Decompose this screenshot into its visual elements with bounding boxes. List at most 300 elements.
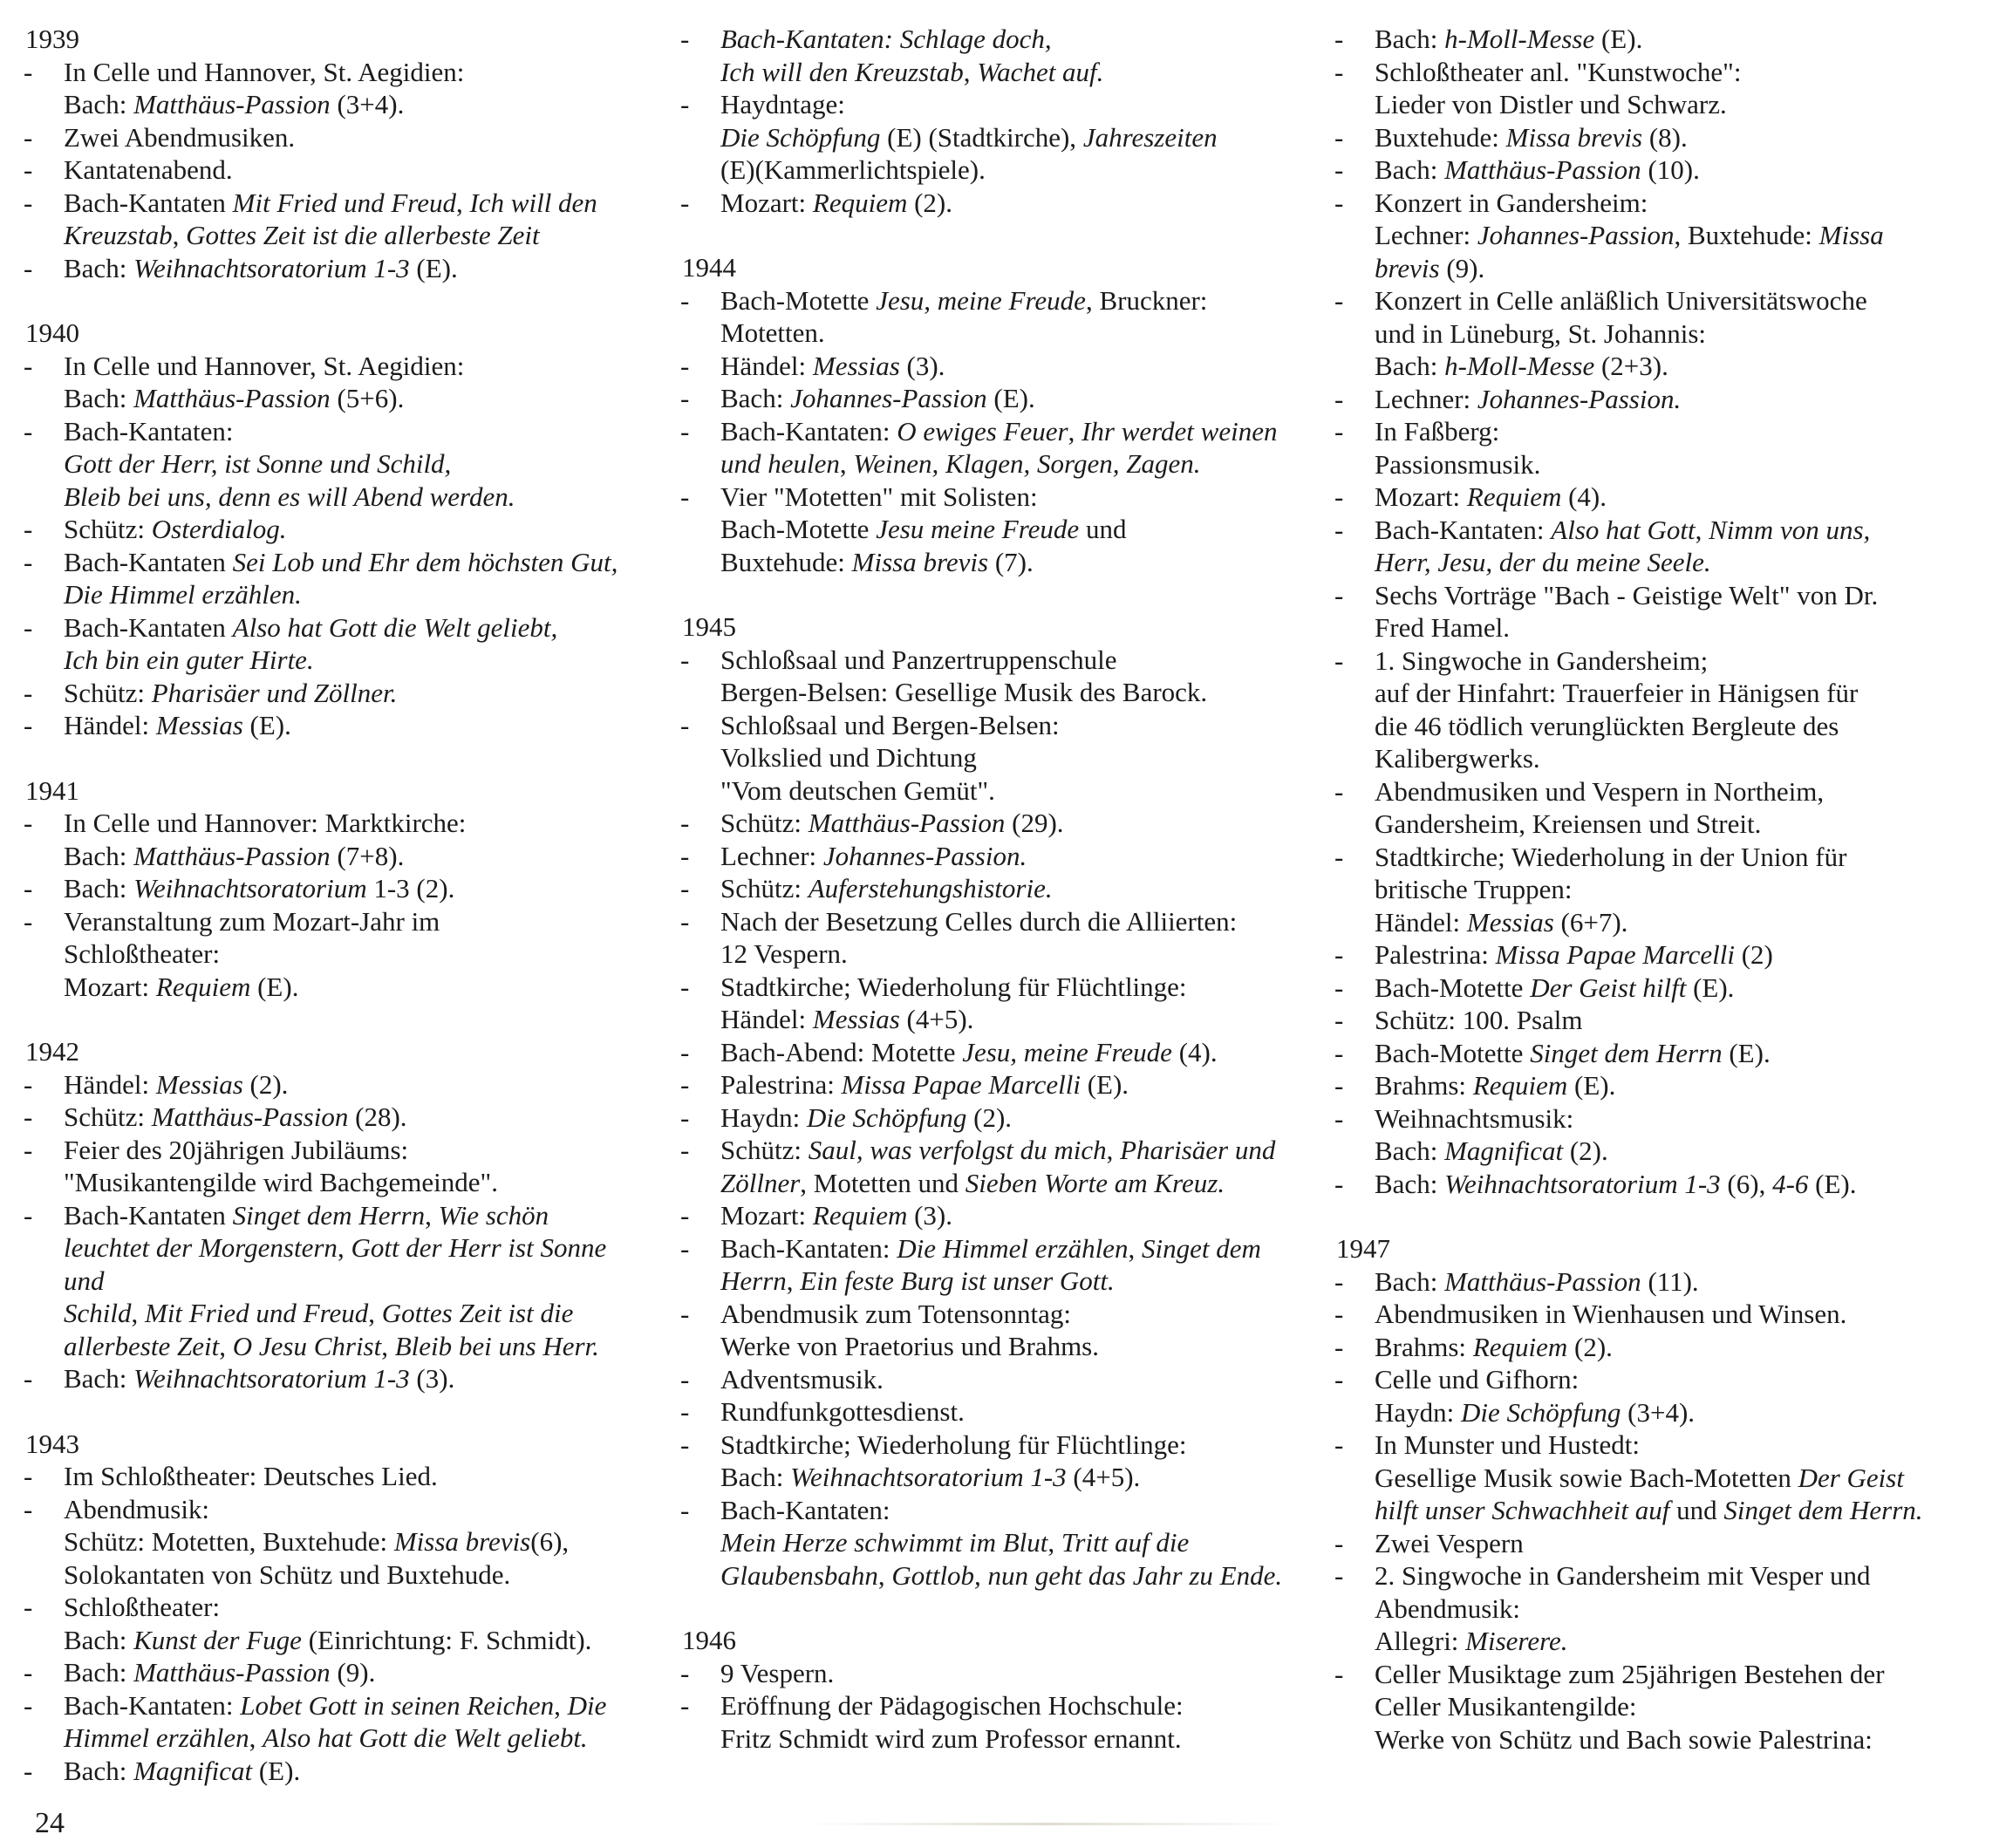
entry-text: (3+4). <box>1620 1396 1696 1428</box>
entry-text: (29). <box>1005 808 1064 838</box>
work-title: Gott der Herr ist Sonne und <box>64 1232 607 1296</box>
entry-text: britische Truppen: <box>1375 874 1573 904</box>
entry-text: Händel: <box>1375 906 1467 938</box>
entry-text: Feier des 20jährigen Jubiläums: <box>64 1134 409 1165</box>
entry-text: Vier "Motetten" mit Solisten: <box>720 481 1038 512</box>
chronicle-entry <box>1334 1298 1962 1331</box>
entry-text: In Celle und Hannover, St. Aegidien: <box>64 56 465 87</box>
chronicle-entry <box>680 905 1308 971</box>
work-title: und heulen <box>720 448 840 479</box>
entry-text: Lechner: <box>1375 220 1477 250</box>
entry-text: Brahms: <box>1375 1070 1473 1101</box>
entry-text: Abendmusik: <box>1375 1592 1521 1624</box>
entry-text: (E). <box>1567 1070 1616 1101</box>
work-title: Ich will den Kreuzstab <box>720 56 964 87</box>
entry-text: Lieder von Distler und Schwarz. <box>1375 89 1727 119</box>
entry-text: , <box>172 220 187 250</box>
entry-text: , Buxtehude: <box>1674 220 1819 250</box>
entry-text: Passionsmusik. <box>1375 448 1541 480</box>
entry-text: Bach: <box>64 89 134 119</box>
chronicle-entry <box>24 1689 625 1755</box>
entry-text: (6), <box>530 1526 570 1557</box>
entry-text: (E)(Kammerlichtspiele). <box>720 154 986 185</box>
chronicle-entry <box>24 872 625 905</box>
work-title: Also hat Gott <box>1551 514 1696 545</box>
entry-text: , <box>554 1689 568 1721</box>
entry-text: Motetten. <box>720 317 825 348</box>
chronicle-entry <box>680 1134 1308 1199</box>
work-title: allerbeste Zeit <box>64 1330 220 1361</box>
year-heading: 1943 <box>25 1428 79 1459</box>
work-title: Mit Fried und Freud <box>145 1298 369 1328</box>
work-title: Weihnachtsoratorium 1-3 <box>790 1462 1067 1492</box>
entry-text: (E). <box>986 383 1035 413</box>
entry-text: In Celle und Hannover, St. Aegidien: <box>64 350 465 381</box>
entry-text: Buxtehude: <box>720 546 852 577</box>
work-title: Singet dem <box>1141 1232 1261 1264</box>
entry-text: Bach-Kantaten: <box>64 415 234 447</box>
entry-text: Händel: <box>720 1004 813 1034</box>
chronicle-entry <box>1334 415 1962 481</box>
entry-text: Haydntage: <box>720 89 845 119</box>
entry-text: , <box>368 1298 382 1328</box>
entry-text: (E). <box>1594 24 1643 54</box>
entry-text: Werke von Praetorius und Brahms. <box>720 1331 1099 1361</box>
scan-artifact-line <box>802 1823 1291 1825</box>
entry-text: (E). <box>1080 1069 1129 1100</box>
entry-text: Bach-Kantaten: <box>720 1232 897 1264</box>
entry-text: Schloßtheater: <box>64 1592 221 1622</box>
entry-text: Celler Musikantengilde: <box>1375 1691 1637 1722</box>
work-title: Miserere. <box>1465 1626 1568 1656</box>
chronicle-entry <box>24 1656 625 1689</box>
entry-text: Volkslied und Dichtung <box>720 742 977 773</box>
chronicle-entry <box>680 1101 1308 1135</box>
entry-text: und <box>1669 1495 1724 1525</box>
entry-text: (2). <box>242 1068 289 1100</box>
entry-text: Bach: <box>720 1462 791 1492</box>
entry-text: (4+5). <box>899 1004 974 1034</box>
work-title: Requiem <box>155 971 251 1002</box>
chronicle-entry <box>24 905 625 1004</box>
work-title: Requiem <box>812 187 908 218</box>
work-title: Jesu meine Freude <box>876 514 1080 544</box>
entry-text: In Munster und Hustedt: <box>1375 1429 1640 1460</box>
entry-text: , <box>219 1330 233 1361</box>
chronicle-entry <box>24 187 625 252</box>
year-block <box>24 317 625 742</box>
entry-text: (9). <box>1439 252 1485 283</box>
entry-text: (28). <box>348 1101 407 1132</box>
work-title: Sei Lob und Ehr dem höchsten Gut, <box>232 546 618 577</box>
work-title: Schlage doch, <box>899 24 1052 54</box>
chronicle-entry <box>1334 1265 1962 1299</box>
entry-text: Schütz: <box>720 808 809 838</box>
entry-text: und <box>1079 514 1127 544</box>
work-title: Messias <box>812 1004 900 1034</box>
entry-list <box>24 1460 625 1787</box>
work-title: Bach-Kantaten: <box>720 24 900 54</box>
entry-text: Bergen-Belsen: Gesellige Musik des Barock. <box>720 677 1208 707</box>
work-title: Johannes-Passion. <box>822 840 1027 871</box>
work-title: Ich will den <box>469 187 597 218</box>
work-title: Weihnachtsoratorium 1-3 <box>1444 1168 1721 1199</box>
entry-text: Bach: <box>720 383 791 413</box>
entry-text: Schütz: <box>64 514 152 544</box>
entry-text: Händel: <box>64 710 156 740</box>
work-title: Matthäus-Passion <box>1444 1265 1641 1297</box>
entry-text: Bach: <box>64 1624 134 1655</box>
entry-list <box>24 807 625 1003</box>
entry-text: Bach: <box>64 1755 134 1786</box>
entry-text: , <box>455 187 470 218</box>
work-title: Bleib bei uns, denn es will Abend werden. <box>64 481 515 512</box>
entry-text: (E). <box>1808 1168 1857 1199</box>
chronicle-entry <box>680 872 1308 905</box>
work-title: Weihnachtsoratorium <box>133 873 367 904</box>
entry-text: , <box>337 1232 351 1263</box>
entry-text: Abendmusiken in Wienhausen und Winsen. <box>1375 1299 1847 1329</box>
entry-text: Händel: <box>720 350 813 381</box>
work-title: Jesu, meine Freude <box>962 1036 1172 1067</box>
chronicle-entry <box>680 481 1308 579</box>
work-title: Der Geist hilft <box>1530 972 1687 1003</box>
work-title: Gottes Zeit ist die <box>381 1298 574 1328</box>
work-title: Ihr werdet weinen <box>1081 415 1278 447</box>
chronicle-entry <box>680 1363 1308 1396</box>
entry-text: Solokantaten von Schütz und Buxtehude. <box>64 1558 511 1590</box>
chronicle-entry <box>1334 1429 1962 1527</box>
entry-text: Bach-Kantaten: <box>720 1494 890 1525</box>
chronicle-entry <box>1334 481 1962 514</box>
work-title: Johannes-Passion. <box>1477 383 1682 414</box>
chronicle-entry <box>1334 23 1962 56</box>
year-heading: 1944 <box>682 252 736 283</box>
chronicle-entry <box>1334 383 1962 416</box>
chronicle-entry <box>24 153 625 187</box>
chronicle-entry <box>1334 1527 1962 1560</box>
entry-text: Bach-Kantaten: <box>1375 514 1552 545</box>
work-title: Singet dem Herrn. <box>1723 1495 1923 1525</box>
chronicle-entry <box>680 807 1308 840</box>
entry-text: Stadtkirche; Wiederholung in der Union für <box>1375 841 1847 872</box>
chronicle-entry <box>1334 938 1962 972</box>
entry-text: "Musikantengilde wird Bachgemeinde". <box>64 1167 498 1197</box>
chronicle-entry <box>1334 121 1962 154</box>
chronicle-entry <box>24 1199 625 1363</box>
entry-text: (7+8). <box>330 840 405 871</box>
entry-list <box>680 1657 1308 1756</box>
entry-text: Bach-Motette <box>720 284 877 316</box>
entry-text: Bach: <box>1375 24 1445 54</box>
entry-text: Kantatenabend. <box>64 154 233 185</box>
entry-text: Haydn: <box>720 1101 808 1133</box>
entry-text: (2). <box>1563 1135 1608 1166</box>
work-title: Matthäus-Passion <box>133 1657 331 1688</box>
chronicle-entry <box>1334 579 1962 644</box>
entry-list <box>24 350 625 742</box>
work-title: Gott der Herr, ist Sonne und Schild, <box>64 448 452 479</box>
entry-text: (E). <box>250 971 299 1002</box>
work-title: Die Schöpfung <box>807 1101 967 1133</box>
entry-text: , <box>131 1298 145 1328</box>
work-title: Missa Papae Marcelli <box>1495 939 1735 970</box>
entry-text: (5+6). <box>330 383 405 413</box>
entry-text: Gesellige Musik sowie Bach-Motetten <box>1375 1462 1798 1493</box>
entry-text: Brahms: <box>1375 1331 1473 1362</box>
chronicle-entry <box>24 1134 625 1199</box>
entry-text: (3). <box>409 1363 455 1394</box>
work-title: Der Geist <box>1798 1462 1904 1493</box>
work-title: Gottes Zeit ist die allerbeste Zeit <box>186 220 540 250</box>
chronicle-entry <box>680 350 1308 383</box>
chronicle-entry <box>680 1298 1308 1363</box>
entry-text: Fred Hamel. <box>1375 612 1510 643</box>
entry-text: , <box>877 1559 892 1591</box>
chronicle-entry <box>680 644 1308 709</box>
work-title: Ein feste Burg ist unser Gott. <box>800 1265 1115 1296</box>
chronicle-entry <box>24 677 625 710</box>
entry-text: , <box>425 1199 439 1231</box>
work-title: Matthäus-Passion <box>151 1101 349 1132</box>
entry-text: (E). <box>242 710 291 740</box>
entry-text: Händel: <box>64 1068 156 1100</box>
chronicle-entry <box>1334 1069 1962 1102</box>
chronicle-entry <box>24 121 625 154</box>
work-title: Saul, was verfolgst du mich <box>808 1135 1107 1165</box>
entry-text: Schütz: <box>64 677 152 708</box>
chronicle-entry <box>1334 841 1962 939</box>
work-title: Gottlob, nun geht das Jahr zu Ende. <box>891 1559 1283 1591</box>
year-block <box>1334 1232 1962 1756</box>
entry-text: Haydn: <box>1375 1396 1462 1428</box>
work-title: Also hat Gott die Welt geliebt, <box>232 611 558 643</box>
entry-text: Schütz: <box>720 873 809 904</box>
work-title: Singet dem Herrn <box>1530 1037 1723 1068</box>
work-title: Pharisäer und Zöllner. <box>151 677 398 708</box>
entry-text: (2). <box>1567 1331 1613 1362</box>
work-title: Die Himmel erzählen <box>897 1232 1129 1264</box>
chronicle-column-1 <box>24 23 625 1819</box>
chronicle-entry <box>680 1395 1308 1429</box>
entry-text: (E). <box>409 252 458 283</box>
entry-list <box>1334 1265 1962 1756</box>
entry-text: die 46 tödlich verunglückten Bergleute des <box>1375 710 1839 741</box>
chronicle-entry <box>680 1232 1308 1298</box>
entry-text: (6+7). <box>1553 906 1628 938</box>
entry-text: Palestrina: <box>1375 939 1496 970</box>
entry-text: Lechner: <box>720 840 823 871</box>
entry-text: Schloßsaal und Panzertruppenschule <box>720 644 1117 675</box>
entry-text: , <box>1047 1527 1061 1558</box>
entry-list <box>1334 23 1962 1200</box>
entry-text: Bach: <box>1375 351 1445 381</box>
entry-text: Bach-Kantaten <box>64 546 233 577</box>
work-title: hilft unser Schwachheit auf <box>1375 1495 1670 1525</box>
entry-text: , <box>1068 415 1082 447</box>
entry-text: (E). <box>1722 1037 1771 1068</box>
work-title: O ewiges Feuer <box>897 415 1068 447</box>
entry-text: Zwei Vespern <box>1375 1527 1524 1558</box>
entry-text: Bach-Kantaten <box>64 187 233 218</box>
work-title: Requiem <box>1466 481 1562 512</box>
chronicle-entry <box>1334 1004 1962 1037</box>
entry-text: Schloßsaal und Bergen-Belsen: <box>720 709 1060 740</box>
work-title: Missa <box>1818 220 1884 250</box>
year-block <box>24 774 625 1004</box>
year-block <box>680 1624 1308 1755</box>
entry-text: Schütz: 100. Psalm <box>1375 1005 1583 1035</box>
chronicle-entry <box>1334 1331 1962 1364</box>
work-title: Die Schöpfung <box>720 121 881 153</box>
chronicle-entry <box>1334 514 1962 579</box>
chronicle-entry <box>680 1657 1308 1690</box>
entry-text: "Vom deutschen Gemüt". <box>720 774 995 806</box>
work-title: Matthäus-Passion <box>133 89 331 119</box>
work-title: Jahreszeiten <box>1082 121 1218 153</box>
entry-text: (Einrichtung: F. Schmidt). <box>301 1624 592 1655</box>
chronicle-entry <box>1334 1658 1962 1756</box>
year-heading: 1946 <box>682 1625 736 1655</box>
chronicle-entry <box>24 1068 625 1101</box>
chronicle-entry <box>680 1068 1308 1101</box>
entry-text: Nach der Besetzung Celles durch die Alliierten: <box>720 905 1238 937</box>
year-heading: 1941 <box>25 774 79 806</box>
work-title: Mein Herze schwimmt im Blut <box>720 1527 1048 1558</box>
entry-text: Sechs Vorträge "Bach - Geistige Welt" von Dr. <box>1375 579 1879 610</box>
entry-text: Schloßtheater anl. "Kunstwoche": <box>1375 56 1742 87</box>
entry-text: Lechner: <box>1375 383 1477 414</box>
chronicle-entry <box>1334 775 1962 841</box>
entry-text: , <box>381 1330 395 1361</box>
work-title: Requiem <box>1472 1331 1568 1362</box>
entry-list <box>680 23 1308 219</box>
entry-text: , <box>1106 1135 1121 1165</box>
work-title: Messias <box>155 710 243 740</box>
entry-text: Bach: <box>64 252 134 283</box>
chronicle-entry <box>24 56 625 121</box>
chronicle-entry <box>24 709 625 742</box>
entry-text: Schütz: Motetten, Buxtehude: <box>64 1526 394 1557</box>
chronicle-entry <box>24 611 625 677</box>
chronicle-entry <box>1334 644 1962 775</box>
entry-text: Bach: <box>64 873 134 904</box>
chronicle-column-2 <box>680 23 1308 1787</box>
entry-text: Stadtkirche; Wiederholung für Flüchtlinge: <box>720 1429 1187 1460</box>
chronicle-entry <box>1334 1363 1962 1429</box>
entry-text: Bach-Kantaten <box>64 611 233 643</box>
entry-text: Weihnachtsmusik: <box>1375 1102 1574 1134</box>
entry-text: , <box>1128 1232 1142 1264</box>
entry-text: Schütz: <box>720 1135 809 1165</box>
page-number: 24 <box>35 1807 65 1839</box>
entry-text: (4). <box>1171 1036 1218 1067</box>
entry-text: In Faßberg: <box>1375 416 1500 447</box>
work-title: Sieben Worte am Kreuz. <box>965 1167 1225 1198</box>
entry-text: (2) <box>1734 939 1773 970</box>
work-title: Zöllner <box>720 1167 801 1198</box>
entry-text: 12 Vespern. <box>720 938 848 969</box>
chronicle-entry <box>680 1036 1308 1069</box>
chronicle-entry <box>24 1591 625 1656</box>
work-title: h-Moll-Messe <box>1444 351 1595 381</box>
work-title: Missa brevis <box>851 546 989 577</box>
chronicle-entry <box>24 1460 625 1493</box>
chronicle-entry <box>1334 1102 1962 1168</box>
work-title: h-Moll-Messe <box>1444 24 1595 54</box>
entry-text: (2+3). <box>1594 351 1668 381</box>
entry-text: Bach: <box>1375 1135 1445 1166</box>
work-title: Matthäus-Passion <box>133 383 331 413</box>
chronicle-entry <box>24 415 625 514</box>
entry-text: Bach-Motette <box>1375 972 1531 1003</box>
entry-text: (11). <box>1641 1265 1699 1297</box>
work-title: O Jesu Christ <box>232 1330 382 1361</box>
work-title: Wachet auf. <box>977 56 1104 87</box>
entry-text: Buxtehude: <box>1375 121 1506 153</box>
entry-text: , <box>249 1722 263 1753</box>
work-title: Herr, Jesu, der du meine Seele. <box>1375 547 1711 577</box>
year-heading: 1945 <box>682 611 736 642</box>
entry-text: , Bruckner: <box>1085 284 1208 316</box>
entry-text: 1. Singwoche in Gandersheim; <box>1375 644 1709 676</box>
chronicle-entry <box>1334 284 1962 383</box>
chronicle-entry <box>680 709 1308 808</box>
entry-text: (E). <box>1686 972 1735 1003</box>
entry-list <box>680 284 1308 579</box>
entry-text: Stadtkirche; Wiederholung für Flüchtlinge: <box>720 971 1187 1002</box>
entry-text: Celle und Gifhorn: <box>1375 1364 1580 1395</box>
chronicle-entry <box>1334 1168 1962 1201</box>
work-title: Matthäus-Passion <box>1444 154 1641 185</box>
entry-text: Adventsmusik. <box>720 1363 884 1395</box>
year-block <box>24 1035 625 1395</box>
year-heading: 1939 <box>25 24 79 54</box>
work-title: Requiem <box>1472 1070 1568 1101</box>
entry-text: Im Schloßtheater: Deutsches Lied. <box>64 1461 438 1491</box>
work-title: Missa Papae Marcelli <box>841 1069 1081 1100</box>
work-title: Messias <box>812 350 900 381</box>
entry-text: , <box>839 448 854 479</box>
entry-text: Schütz: <box>64 1101 152 1132</box>
work-title: Die Schöpfung <box>1461 1396 1621 1428</box>
entry-text: Bach: <box>1375 1168 1445 1199</box>
entry-text: 9 Vespern. <box>720 1657 835 1688</box>
chronicle-entry <box>24 252 625 285</box>
work-title: Bleib bei uns Herr. <box>394 1330 599 1361</box>
chronicle-entry <box>680 1689 1308 1755</box>
work-title: Lobet Gott in seinen Reichen <box>240 1689 555 1721</box>
chronicle-entry <box>24 1362 625 1395</box>
work-title: Also hat Gott die Welt geliebt. <box>263 1722 588 1753</box>
work-title: Weihnachtsoratorium 1-3 <box>133 252 410 283</box>
entry-text: Allegri: <box>1375 1626 1466 1656</box>
entry-text: Veranstaltung zum Mozart-Jahr im <box>64 905 440 937</box>
entry-text: (6), <box>1720 1168 1773 1199</box>
entry-text: Bach: <box>1375 1265 1445 1297</box>
entry-text: (2). <box>907 187 953 218</box>
chronicle-entry <box>680 88 1308 187</box>
entry-text: Bach-Abend: Motette <box>720 1036 963 1067</box>
entry-text: (10). <box>1641 154 1700 185</box>
entry-text: (E). <box>252 1755 301 1786</box>
entry-text: Konzert in Gandersheim: <box>1375 187 1648 218</box>
entry-text: Bach: <box>64 1657 134 1688</box>
work-title: Osterdialog. <box>151 514 287 544</box>
work-title: Herrn <box>720 1265 787 1296</box>
entry-text: (8). <box>1642 121 1688 153</box>
entry-text: Mozart: <box>720 187 813 218</box>
